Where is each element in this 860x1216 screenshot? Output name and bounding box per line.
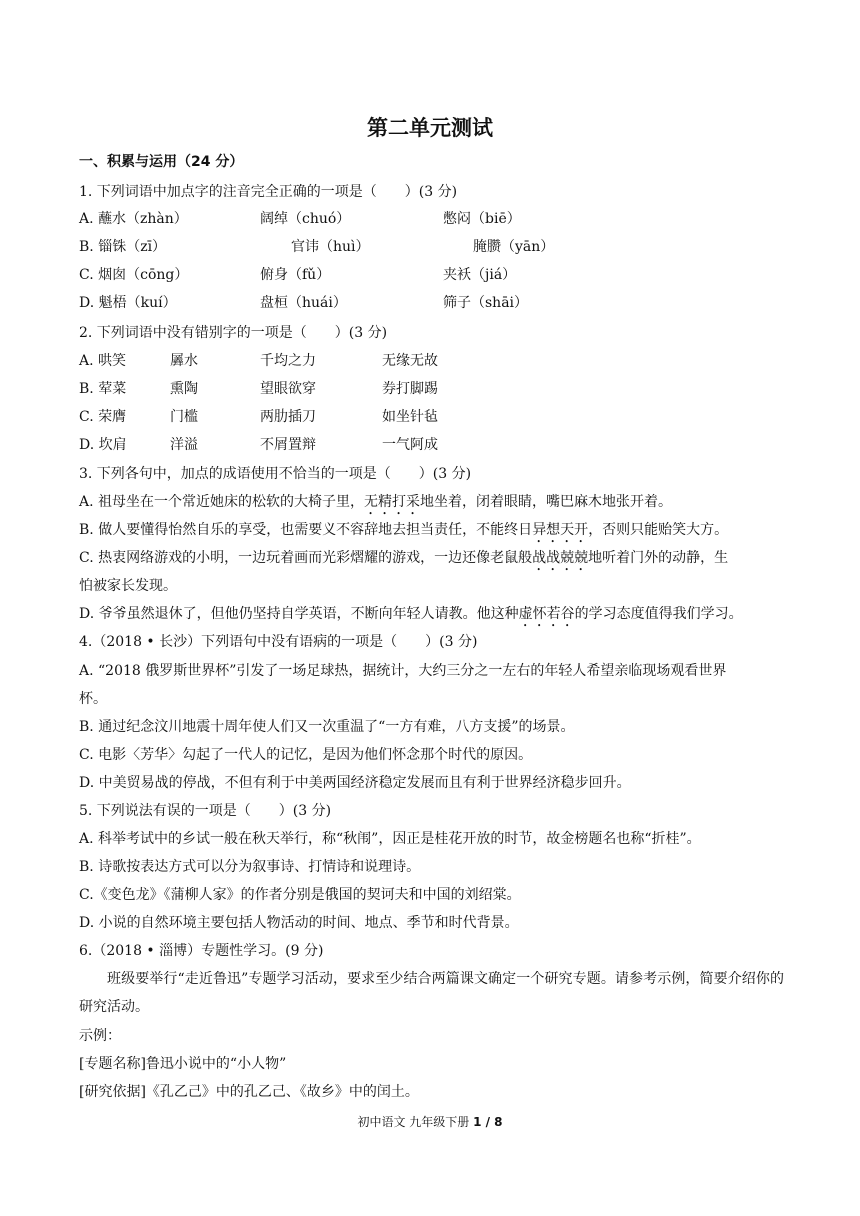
q1-option-c-1: C. 烟囱（cōng） (79, 267, 189, 283)
q5-option-a: A. 科举考试中的乡试一般在秋天举行，称“秋闱”，因正是桂花开放的时节，故金榜题名也称“折桂”。 (79, 831, 701, 847)
q6-basis: [研究依据]《孔乙己》中的孔乙己、《故乡》中的闰土。 (79, 1084, 419, 1100)
q1-option-b-2: 官讳（huì） (291, 239, 370, 255)
q1-option-c-2: 俯身（fǔ） (260, 267, 331, 283)
q2-option-b-4: 券打脚踢 (382, 381, 438, 397)
q1-option-a-2: 阔绰（chuó） (260, 211, 351, 227)
q2-option-b-2: 熏陶 (170, 381, 198, 397)
q2-option-c-3: 两肋插刀 (260, 409, 316, 425)
question-4-stem: 4.（2018 • 长沙）下列语句中没有语病的一项是（ ）(3 分) (79, 634, 478, 650)
question-1-stem: 1. 下列词语中加点字的注音完全正确的一项是（ ）(3 分) (79, 184, 458, 200)
q3-a-text: A. 祖母坐在一个常近她床的松软的大椅子里， (79, 494, 365, 510)
q2-option-d-3: 不屑置辩 (260, 437, 316, 453)
q3-b-idiom: 异想天开 (532, 522, 589, 538)
question-3-stem: 3. 下列各句中，加点的成语使用不恰当的一项是（ ）(3 分) (79, 466, 472, 482)
q4-option-b: B. 通过纪念汶川地震十周年使人们又一次重温了“一方有难，八方支援”的场景。 (79, 719, 575, 735)
q2-option-c-1: C. 荣膺 (79, 409, 127, 425)
q1-option-b-1: B. 锱铢（zī） (79, 239, 167, 255)
q6-example-label: 示例： (79, 1028, 121, 1044)
q3-option-b (79, 520, 728, 546)
q2-option-b-3: 望眼欲穿 (260, 381, 316, 397)
section-heading: 一、积累与运用（24 分） (79, 154, 244, 170)
question-6-stem: 6.（2018 • 淄博）专题性学习。(9 分) (79, 943, 324, 959)
q3-option-c (79, 548, 728, 574)
q3-c-text: C. 热衷网络游戏的小明，一边玩着画而光彩熠耀的游戏，一边还像老鼠般 (79, 550, 533, 566)
q3-a-text-end: 地坐着，闭着眼睛，嘴巴麻木地张开着。 (420, 494, 673, 510)
q2-option-a-1: A. 哄笑 (79, 353, 127, 369)
q1-option-c-3: 夹袄（jiá） (443, 267, 517, 283)
q2-option-d-4: 一气阿成 (382, 437, 438, 453)
q4-option-c: C. 电影〈芳华〉勾起了一代人的记忆，是因为他们怀念那个时代的原因。 (79, 747, 533, 763)
q3-b-text: B. 做人要懂得怡然自乐的享受，也需要义不容辞地去担当责任，不能终日 (79, 522, 533, 538)
q1-option-d-2: 盘桓（huái） (260, 295, 347, 311)
q3-d-idiom: 虚怀若谷 (518, 606, 575, 622)
q1-option-a-1: A. 蘸水（zhàn） (79, 211, 188, 227)
q4-option-d: D. 中美贸易战的停战，不但有利于中美两国经济稳定发展而且有利于世界经济稳步回升。 (79, 775, 631, 791)
q3-d-text: D. 爷爷虽然退休了，但他仍坚持自学英语，不断向年轻人请教。他这种 (79, 606, 519, 622)
q2-option-a-4: 无缘无故 (382, 353, 438, 369)
q5-option-c: C.《变色龙》《蒲柳人家》的作者分别是俄国的契诃夫和中国的刘绍棠。 (79, 887, 521, 903)
q5-option-b: B. 诗歌按表达方式可以分为叙事诗、打情诗和说理诗。 (79, 859, 421, 875)
q3-option-c-continued: 怕被家长发现。 (79, 578, 177, 594)
q2-option-a-2: 羼水 (170, 353, 198, 369)
q3-a-idiom: 无精打采 (364, 494, 421, 510)
q3-option-d (79, 604, 743, 630)
page-footer (0, 1113, 860, 1130)
q6-intro: 班级要举行“走近鲁迅”专题学习活动，要求至少结合两篇课文确定一个研究专题。请参考示例，简要介绍你的研究活动。 (79, 971, 784, 1015)
q1-option-d-1: D. 魁梧（kuí） (79, 295, 177, 311)
q2-option-d-1: D. 坎肩 (79, 437, 127, 453)
q2-option-c-2: 门槛 (170, 409, 198, 425)
q2-option-a-3: 千均之力 (260, 353, 316, 369)
q3-c-idiom: 战战兢兢 (532, 550, 589, 566)
page-number: 1 / 8 (473, 1115, 503, 1129)
question-2-stem: 2. 下列词语中没有错别字的一项是（ ）(3 分) (79, 325, 388, 341)
q3-option-a (79, 492, 672, 518)
q3-c-text-end: 地听着门外的动静，生 (588, 550, 729, 566)
q4-option-a-continued: 杯。 (79, 691, 107, 707)
q4-option-a: A. “2018 俄罗斯世界杯”引发了一场足球热，据统计，大约三分之一左右的年轻人希望亲临现场观看世界 (79, 663, 727, 679)
q1-option-a-3: 憋闷（biē） (443, 211, 521, 227)
q3-d-text-end: 的学习态度值得我们学习。 (574, 606, 743, 622)
q2-option-c-4: 如坐针毡 (382, 409, 438, 425)
q1-option-b-3: 腌臜（yān） (473, 239, 555, 255)
footer-text: 初中语文 九年级下册 (357, 1115, 474, 1129)
q2-option-d-2: 洋溢 (170, 437, 198, 453)
q3-b-text-end: ，否则只能贻笑大方。 (588, 522, 729, 538)
question-5-stem: 5. 下列说法有误的一项是（ ）(3 分) (79, 803, 332, 819)
q6-topic: [专题名称]鲁迅小说中的“小人物” (79, 1056, 287, 1072)
q5-option-d: D. 小说的自然环境主要包括人物活动的时间、地点、季节和时代背景。 (79, 915, 519, 931)
page-title: 第二单元测试 (367, 116, 493, 140)
q2-option-b-1: B. 荤菜 (79, 381, 127, 397)
q1-option-d-3: 筛子（shāi） (443, 295, 529, 311)
